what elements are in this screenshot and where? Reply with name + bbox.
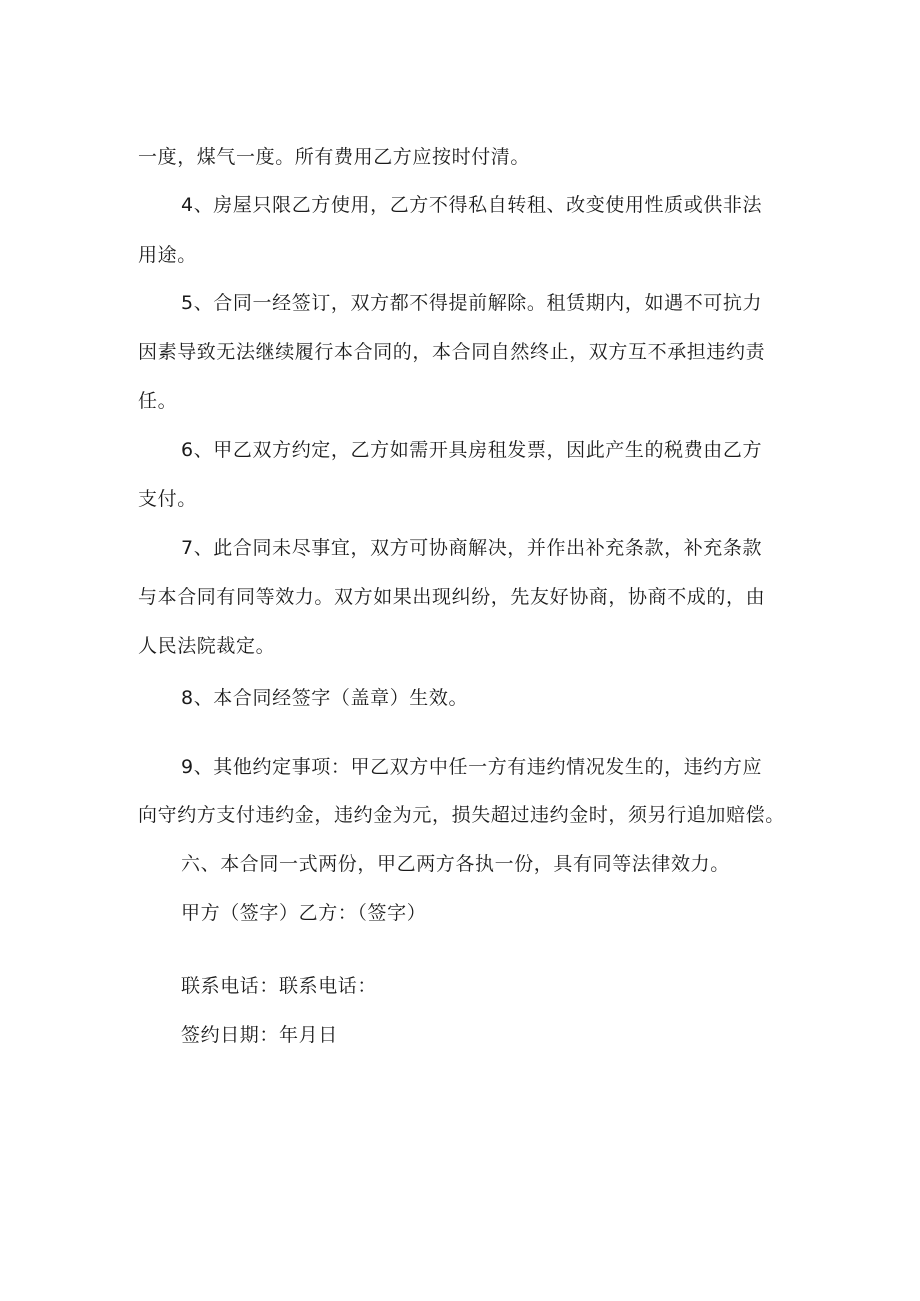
clause-5-line-2: 因素导致无法继续履行本合同的，本合同自然终止，双方互不承担违约责	[138, 341, 766, 363]
signing-date-line: 签约日期：年月日	[181, 1024, 338, 1046]
contact-phone-line: 联系电话：联系电话：	[181, 975, 378, 997]
clause-4-line-2: 用途。	[138, 244, 197, 266]
clause-6-line-2: 支付。	[138, 488, 197, 510]
clause-6-line-1: 6、甲乙双方约定，乙方如需开具房租发票，因此产生的税费由乙方	[181, 439, 763, 461]
clause-9-line-1: 9、其他约定事项：甲乙双方中任一方有违约情况发生的，违约方应	[181, 756, 763, 778]
clause-8-line-1: 8、本合同经签字（盖章）生效。	[181, 687, 469, 709]
clause-9-line-2: 向守约方支付违约金，违约金为元，损失超过违约金时，须另行追加赔偿。	[138, 804, 785, 826]
signature-line: 甲方（签字）乙方：（签字）	[181, 902, 427, 924]
clause-4-line-1: 4、房屋只限乙方使用，乙方不得私自转租、改变使用性质或供非法	[181, 194, 763, 216]
clause-7-line-1: 7、此合同未尽事宜，双方可协商解决，并作出补充条款，补充条款	[181, 537, 763, 559]
clause-7-line-3: 人民法院裁定。	[138, 635, 276, 657]
clause-5-line-3: 任。	[138, 390, 178, 412]
clause-six-line: 六、本合同一式两份，甲乙两方各执一份，具有同等法律效力。	[181, 853, 730, 875]
clause-5-line-1: 5、合同一经签订，双方都不得提前解除。租赁期内，如遇不可抗力	[181, 292, 763, 314]
text-line-utilities: 一度，煤气一度。所有费用乙方应按时付清。	[138, 146, 531, 168]
clause-7-line-2: 与本合同有同等效力。双方如果出现纠纷，先友好协商，协商不成的，由	[138, 586, 766, 608]
